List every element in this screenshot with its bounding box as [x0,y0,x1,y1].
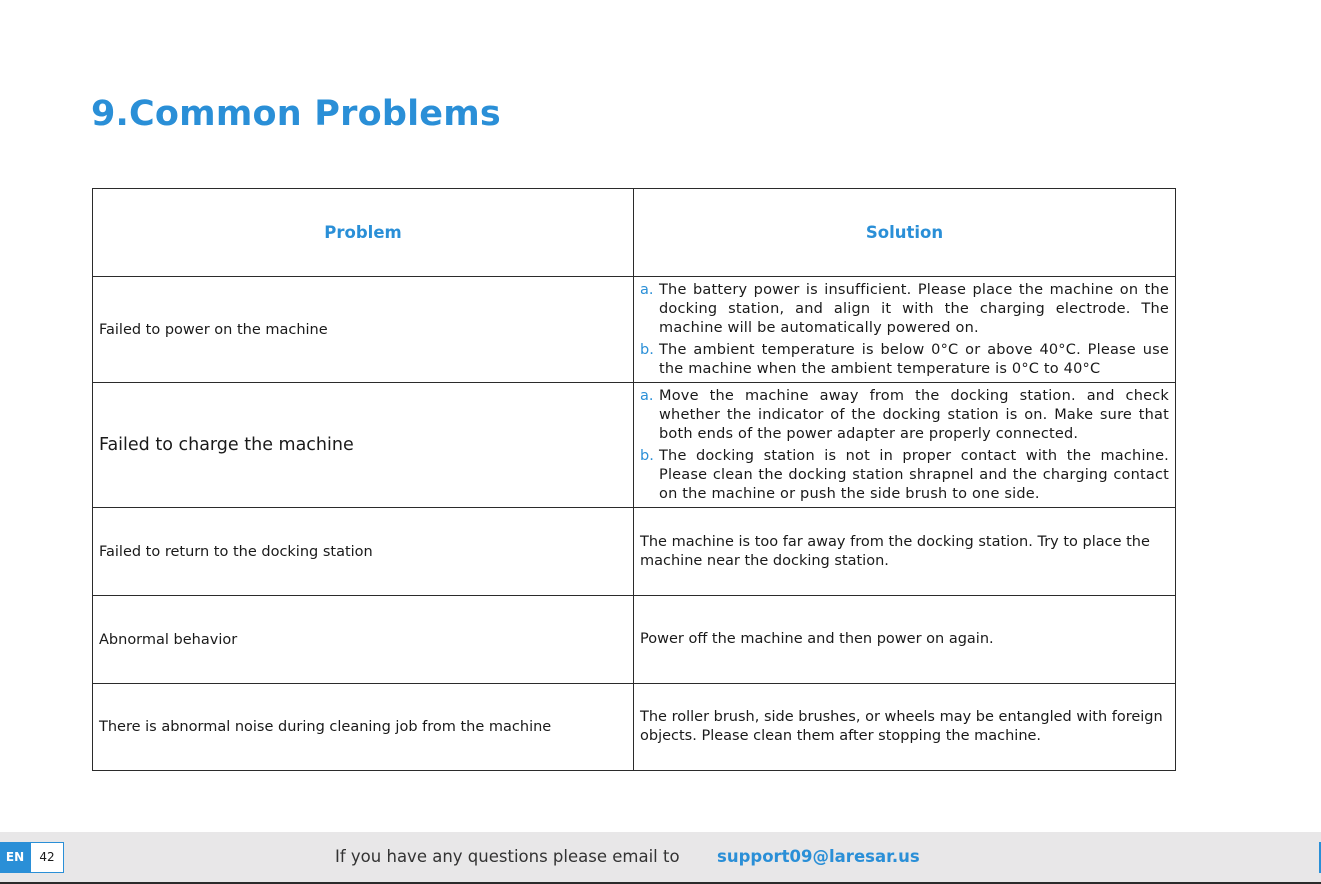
page-number: 42 [30,842,64,873]
problem-cell: Abnormal behavior [93,596,634,684]
common-problems-table [92,188,1176,771]
solution-cell: The roller brush, side brushes, or wheels may be entangled with foreign objects. Please clean them after stopping the machine. [634,684,1176,771]
contact-text: If you have any questions please email to [335,847,680,866]
support-email-link[interactable]: support09@laresar.us [717,847,920,866]
page-title: 9.Common Problems [91,94,501,134]
problem-cell: Failed to power on the machine [93,277,634,383]
problem-cell: There is abnormal noise during cleaning job from the machine [93,684,634,771]
table-row [93,277,1176,383]
solution-item [640,447,1169,504]
list-marker: a. [640,281,654,298]
solution-item [640,387,1169,444]
solution-cell [634,277,1176,383]
solution-text: Move the machine away from the docking station. and check whether the indicator of the docking station is on. Make sure that both ends of the power adapter are properly connected. [659,387,1169,442]
solution-cell: The machine is too far away from the docking station. Try to place the machine near the docking station. [634,508,1176,596]
table-row [93,383,1176,508]
language-badge: EN [0,842,30,873]
solution-cell: Power off the machine and then power on again. [634,596,1176,684]
list-marker: b. [640,447,654,464]
table-header-row [93,189,1176,277]
solution-list [640,281,1169,379]
solution-item [640,281,1169,338]
problem-cell: Failed to return to the docking station [93,508,634,596]
list-marker: a. [640,387,654,404]
problem-cell: Failed to charge the machine [93,383,634,508]
solution-list [640,387,1169,504]
solution-text: The docking station is not in proper contact with the machine. Please clean the docking station shrapnel and the charging contact on the machine or push the side brush to one side. [659,447,1169,502]
list-marker: b. [640,341,654,358]
page-footer [0,832,1321,884]
solution-column-header: Solution [634,189,1176,277]
table-row [93,684,1176,771]
solution-text: The battery power is insufficient. Please place the machine on the docking station, and align it with the charging electrode. The machine will be automatically powered on. [659,281,1169,336]
problem-column-header: Problem [93,189,634,277]
table-row [93,596,1176,684]
solution-item [640,341,1169,379]
table-row [93,508,1176,596]
solution-cell [634,383,1176,508]
solution-text: The ambient temperature is below 0°C or above 40°C. Please use the machine when the ambient temperature is 0°C to 40°C [659,341,1169,377]
